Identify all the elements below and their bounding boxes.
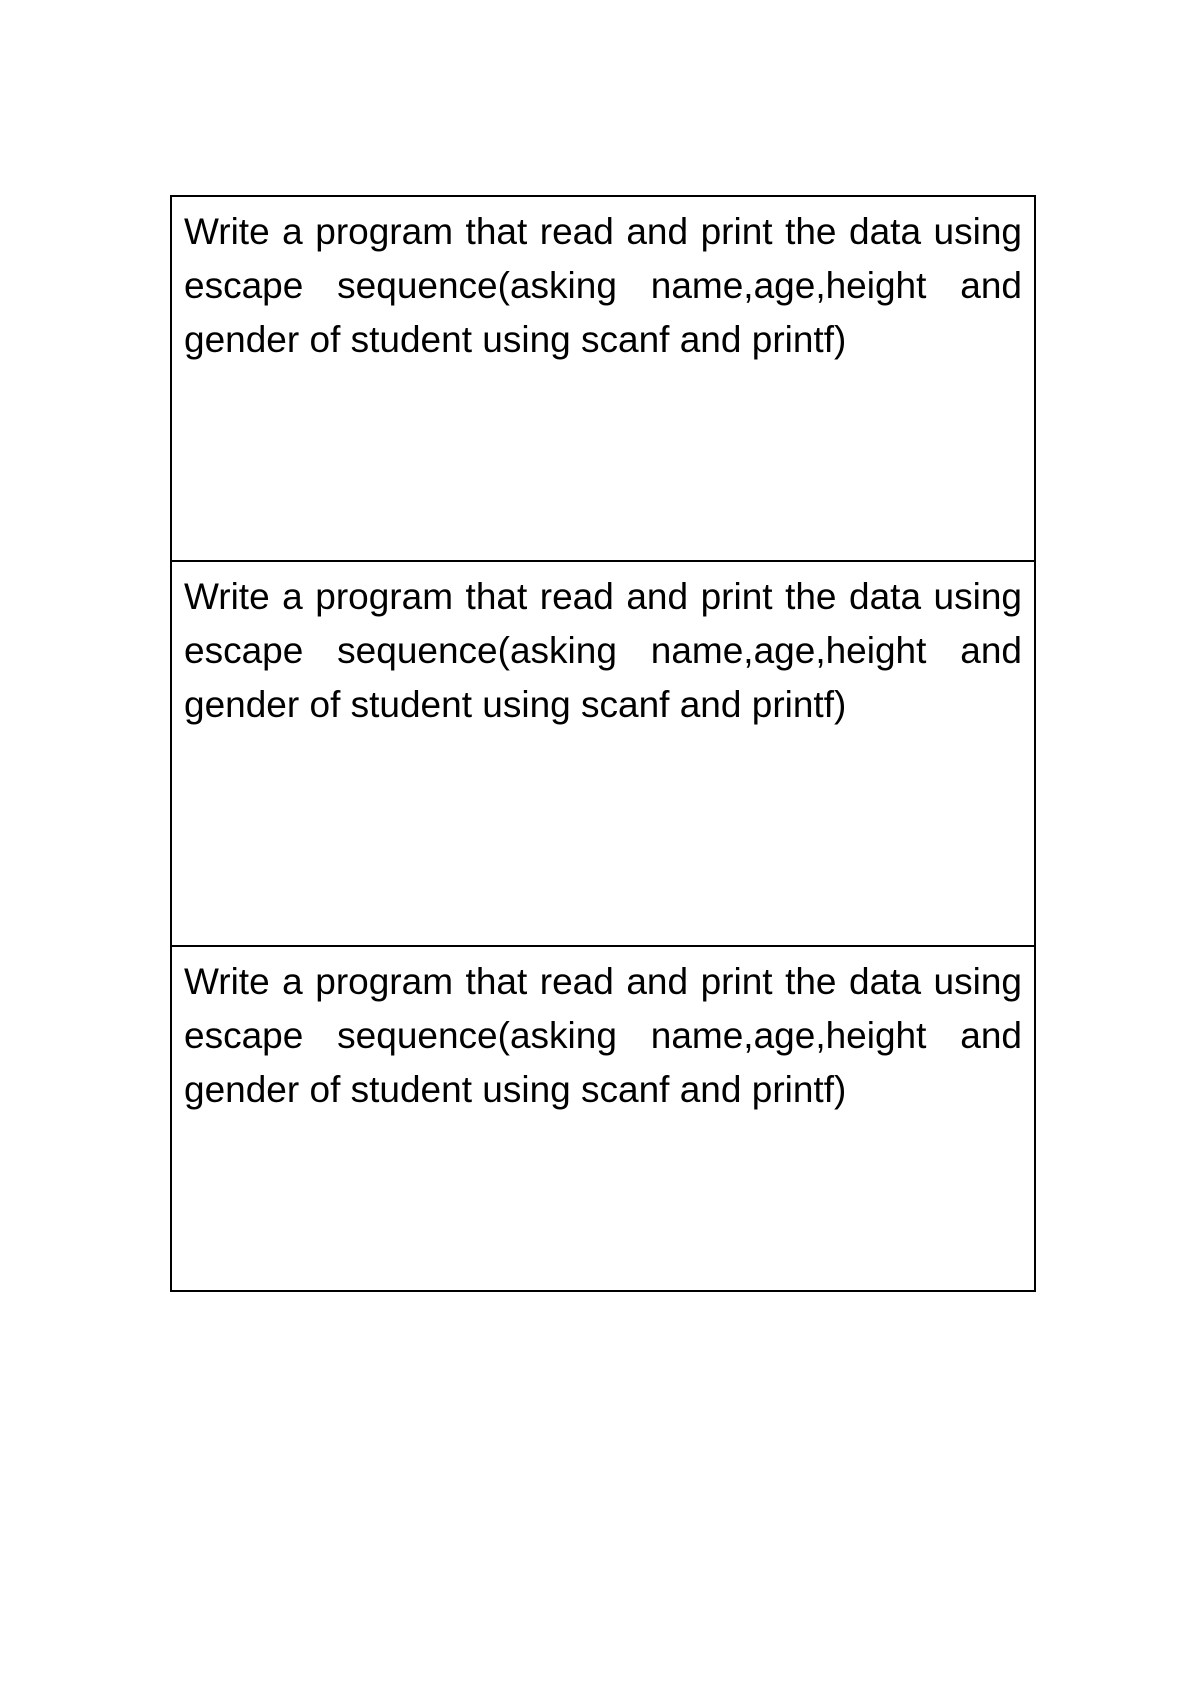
questions-table [170,195,1036,1292]
table-row [172,562,1034,947]
table-row [172,197,1034,562]
question-text: Write a program that read and print the data using escape sequence(asking name,age,height and gender of student using scanf and printf) [184,576,1022,725]
question-text: Write a program that read and print the data using escape sequence(asking name,age,height and gender of student using scanf and printf) [184,961,1022,1110]
table-row [172,947,1034,1290]
question-text: Write a program that read and print the data using escape sequence(asking name,age,height and gender of student using scanf and printf) [184,211,1022,360]
